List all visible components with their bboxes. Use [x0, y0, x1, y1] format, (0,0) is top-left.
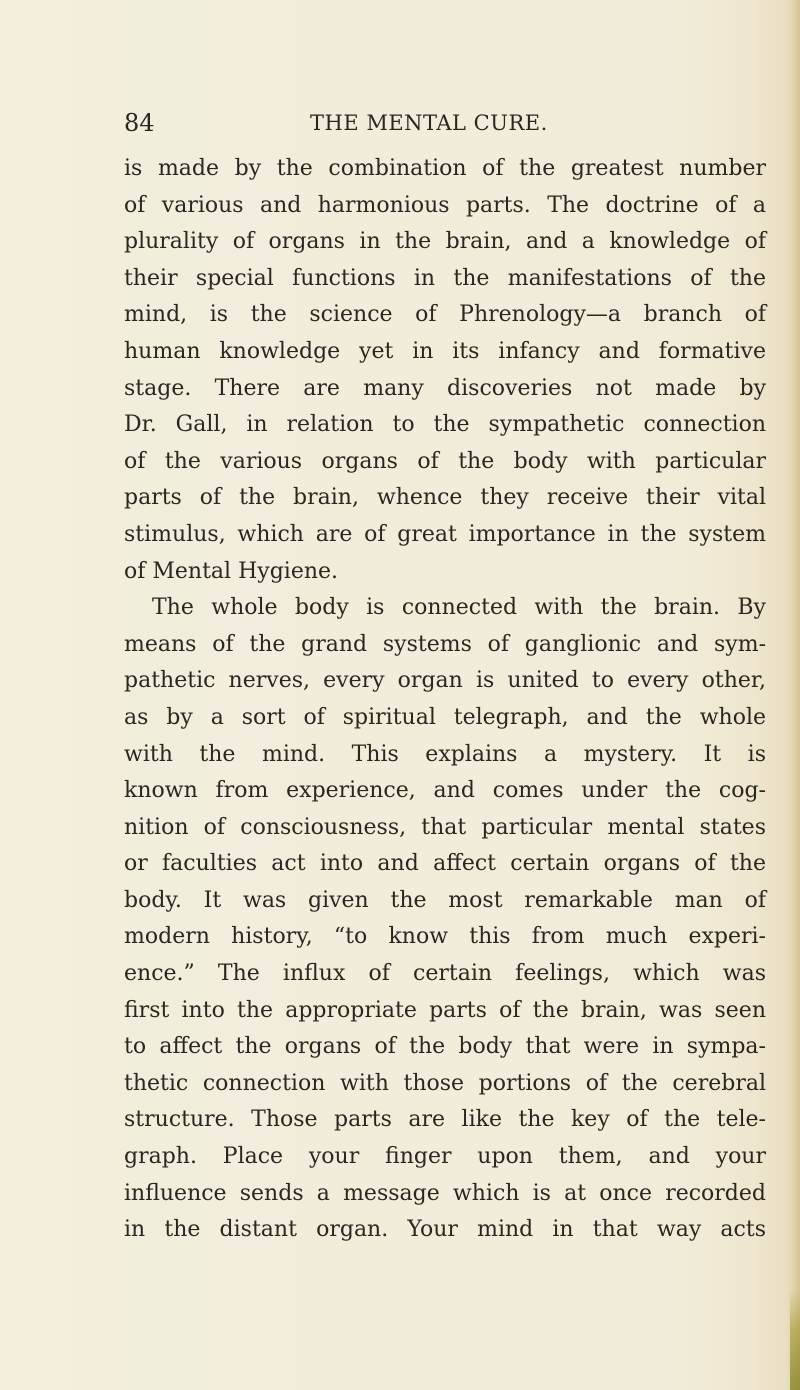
text-line: ence.” The influx of certain feelings, which was — [124, 961, 766, 987]
text-line: or faculties act into and affect certain organs of the — [124, 851, 766, 877]
text-line: human knowledge yet in its infancy and formative — [124, 338, 766, 364]
text-line: structure. Those parts are like the key of the tele- — [124, 1107, 766, 1133]
text-line: of Mental Hygiene. — [124, 558, 339, 584]
body-text — [124, 151, 766, 1249]
running-head: THE MENTAL CURE. — [310, 111, 548, 135]
text-line: of the various organs of the body with particular — [124, 448, 766, 474]
text-line: means of the grand systems of ganglionic and sym- — [124, 631, 766, 657]
text-line: influence sends a message which is at once recorded — [124, 1180, 766, 1206]
text-line: with the mind. This explains a mystery. It is — [124, 741, 766, 767]
text-line: Dr. Gall, in relation to the sympathetic connection — [124, 412, 766, 438]
text-line: in the distant organ. Your mind in that way acts — [124, 1217, 766, 1243]
page-edge-stain — [790, 1290, 800, 1390]
text-line: stimulus, which are of great importance in the system — [124, 521, 766, 547]
text-line: plurality of organs in the brain, and a knowledge of — [124, 229, 766, 255]
text-line: first into the appropriate parts of the brain, was seen — [124, 997, 766, 1023]
text-line: of various and harmonious parts. The doctrine of a — [124, 192, 766, 218]
page-edge-shadow — [786, 0, 800, 1390]
text-line: known from experience, and comes under the cog- — [124, 778, 766, 804]
text-line: pathetic nerves, every organ is united to every other, — [124, 668, 766, 694]
text-line: thetic connection with those portions of the cerebral — [124, 1070, 766, 1096]
text-line: graph. Place your finger upon them, and your — [124, 1144, 766, 1170]
page-number: 84 — [124, 109, 155, 137]
text-line: is made by the combination of the greatest number — [124, 156, 766, 181]
page-header — [124, 108, 764, 138]
text-line: body. It was given the most remarkable man of — [124, 887, 766, 913]
text-line: modern history, “to know this from much experi- — [124, 924, 766, 950]
text-line: The whole body is connected with the brain. By — [152, 595, 766, 621]
text-line: mind, is the science of Phrenology—a branch of — [124, 302, 766, 328]
text-line: their special functions in the manifestations of the — [124, 265, 766, 291]
text-line: as by a sort of spiritual telegraph, and the whole — [124, 704, 766, 730]
text-line: parts of the brain, whence they receive their vital — [124, 485, 766, 511]
text-line: nition of consciousness, that particular mental states — [124, 814, 766, 840]
text-line: to affect the organs of the body that were in sympa- — [124, 1034, 766, 1060]
text-line: stage. There are many discoveries not made by — [124, 375, 766, 401]
